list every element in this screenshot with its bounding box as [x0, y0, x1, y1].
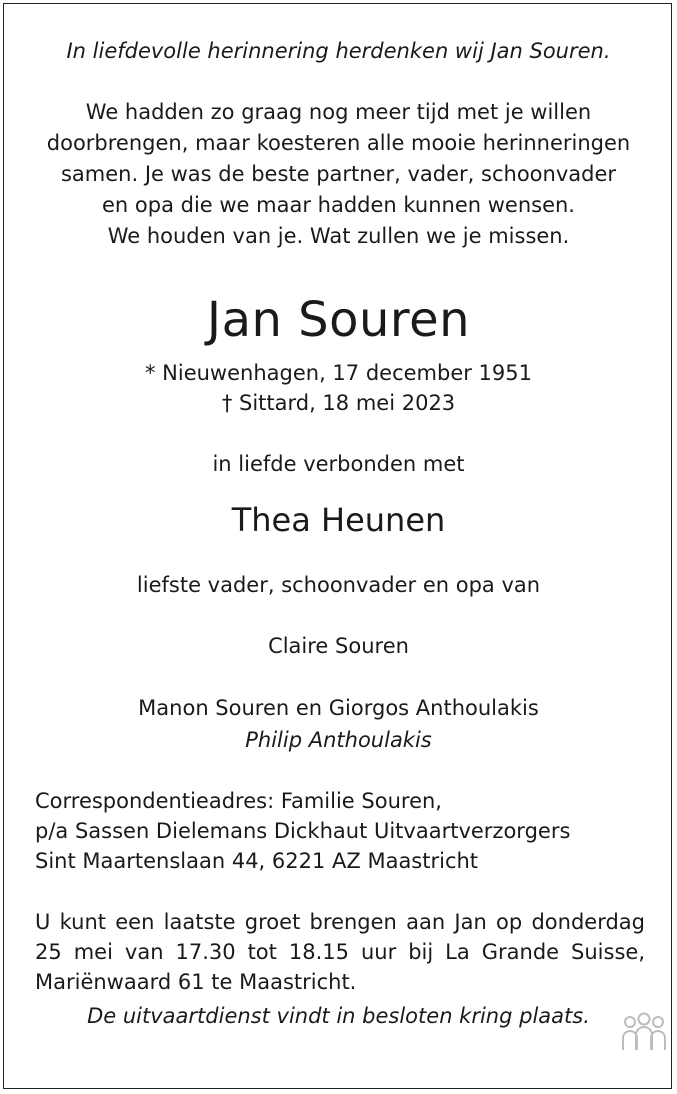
child-2: Manon Souren en Giorgos Anthoulakis	[138, 696, 539, 720]
partner-name: Thea Heunen	[231, 501, 446, 539]
grandchild: Philip Anthoulakis	[245, 728, 432, 752]
farewell-line-3: Mariënwaard 61 te Maastricht.	[35, 970, 357, 994]
correspondence-line-3: Sint Maartenslaan 44, 6221 AZ Maastricht	[35, 849, 479, 873]
correspondence-line-1: Correspondentieadres: Familie Souren,	[35, 789, 442, 813]
intro-text: In liefdevolle herinnering herdenken wij Jan Souren.	[66, 39, 611, 63]
bonded-text: in liefde verbonden met	[212, 452, 465, 476]
farewell-line-1: U kunt een laatste groet brengen aan Jan op donderdag	[35, 910, 645, 934]
correspondence-line-2: p/a Sassen Dielemans Dickhaut Uitvaartverzorgers	[35, 819, 571, 843]
message-line-4: en opa die we maar hadden kunnen wensen.	[101, 193, 575, 217]
message-line-1: We hadden zo graag nog meer tijd met je willen	[85, 100, 592, 124]
farewell-line-2: 25 mei van 17.30 tot 18.15 uur bij La Grande Suisse,	[35, 940, 645, 964]
family-people-icon	[620, 1010, 668, 1054]
deceased-name: Jan Souren	[206, 292, 471, 348]
message-line-3: samen. Je was de beste partner, vader, schoonvader	[60, 162, 617, 186]
message-line-2: doorbrengen, maar koesteren alle mooie herinneringen	[46, 131, 631, 155]
child-1: Claire Souren	[268, 634, 409, 658]
message-line-5: We houden van je. Wat zullen we je missen.	[107, 224, 570, 248]
closing-text: De uitvaartdienst vindt in besloten kring plaats.	[87, 1004, 590, 1028]
family-intro: liefste vader, schoonvader en opa van	[136, 573, 541, 597]
death-line: † Sittard, 18 mei 2023	[221, 391, 456, 415]
birth-line: * Nieuwenhagen, 17 december 1951	[144, 361, 532, 385]
